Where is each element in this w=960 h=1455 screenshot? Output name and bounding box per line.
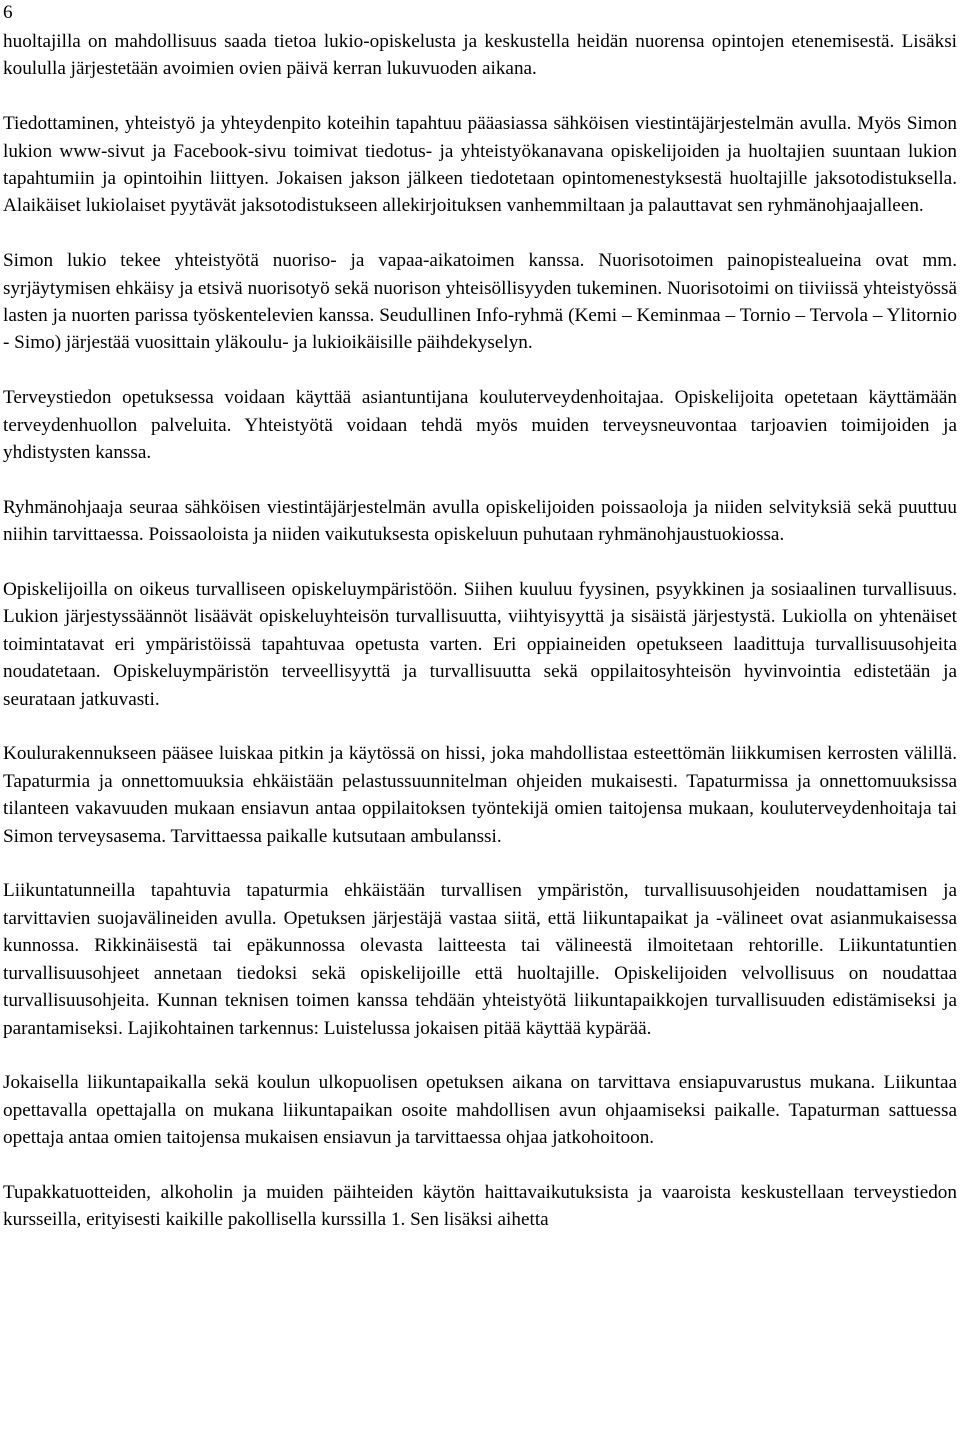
paragraph-sports-safety: Liikuntatunneilla tapahtuvia tapaturmia ehkäistään turvallisen ympäristön, turvallisuusohjeiden noudattamisen ja tarvittavien suojavälineiden avulla. Opetuksen järjestäjä vastaa siitä, että liikuntapaikat ja -välineet ovat asianmukaisessa kunnossa. Rikkinäisestä tai epäkunnossa olevasta laitteesta tai välineestä ilmoitetaan rehtorille. Liikuntatuntien turvallisuusohjeet annetaan tiedoksi sekä opiskelijoille että huoltajille. Opiskelijoiden velvollisuus on noudattaa turvallisuusohjeita. Kunnan teknisen toimen kanssa tehdään yhteistyötä liikuntapaikkojen turvallisuuden edistämiseksi ja parantamiseksi. Lajikohtainen tarkennus: Luistelussa jokaisen pitää käyttää kypärää. (3, 880, 957, 1039)
paragraph-first-aid: Jokaisella liikuntapaikalla sekä koulun ulkopuolisen opetuksen aikana on tarvittava ensiapuvarustus mukana. Liikuntaa opettavalla opettajalla on mukana liikuntapaikan osoite mahdollisen avun ohjaamiseksi paikalle. Tapaturman sattuessa opettaja antaa omien taitojensa mukaisen ensiavun ja tarvittaessa ohjaa jatkohoitoon. (3, 1072, 957, 1149)
paragraph-communication: Tiedottaminen, yhteistyö ja yhteydenpito koteihin tapahtuu pääasiassa sähköisen viestintäjärjestelmän avulla. Myös Simon lukion www-sivut ja Facebook-sivu toimivat tiedotus- ja yhteistyökanavana opiskelijoiden ja huoltajien suuntaan lukion tapahtumiin ja opintoihin liittyen. Jokaisen jakson jälkeen tiedotetaan opintomenestyksestä huoltajille jaksotodistuksella. Alaikäiset lukiolaiset pyytävät jaksotodistukseen allekirjoituksen vanhemmiltaan ja palauttavat sen ryhmänohjaajalleen. (3, 113, 957, 217)
body-text (3, 28, 957, 1261)
paragraph-youth-cooperation: Simon lukio tekee yhteistyötä nuoriso- ja vapaa-aikatoimen kanssa. Nuorisotoimen painopistealueina ovat mm. syrjäytymisen ehkäisy ja etsivä nuorisotyö sekä nuorison yhteisöllisyyden tukeminen. Nuorisotoimi on tiiviissä yhteistyössä lasten ja nuorten parissa työskentelevien kanssa. Seudullinen Info-ryhmä (Kemi – Keminmaa – Tornio – Tervola – Ylitornio - Simo) järjestää vuosittain yläkoulu- ja lukioikäisille päihdekyselyn. (3, 250, 957, 354)
paragraph-absences: Ryhmänohjaaja seuraa sähköisen viestintäjärjestelmän avulla opiskelijoiden poissaoloja ja niiden selvityksiä sekä puuttuu niihin tarvittaessa. Poissaoloista ja niiden vaikutuksesta opiskeluun puhutaan ryhmänohjaustuokiossa. (3, 496, 957, 546)
page-number: 6 (3, 2, 13, 23)
paragraph-guardians-info: huoltajilla on mahdollisuus saada tietoa lukio-opiskelusta ja keskustella heidän nuorensa opintojen etenemisestä. Lisäksi koululla järjestetään avoimien ovien päivä kerran lukuvuoden aikana. (3, 31, 957, 80)
paragraph-health-education: Terveystiedon opetuksessa voidaan käyttää asiantuntijana kouluterveydenhoitajaa. Opiskelijoita opetetaan käyttämään terveydenhuollon palveluita. Yhteistyötä voidaan tehdä myös muiden terveysneuvontaa tarjoavien toimijoiden ja yhdistysten kanssa. (3, 387, 957, 464)
paragraph-substances: Tupakkatuotteiden, alkoholin ja muiden päihteiden käytön haittavaikutuksista ja vaaroista keskustellaan terveystiedon kursseilla, erityisesti kaikille pakollisella kurssilla 1. Sen lisäksi aihetta (3, 1181, 957, 1231)
paragraph-safe-environment: Opiskelijoilla on oikeus turvalliseen opiskeluympäristöön. Siihen kuuluu fyysinen, psyykkinen ja sosiaalinen turvallisuus. Lukion järjestyssäännöt lisäävät opiskeluyhteisön turvallisuutta, viihtyisyyttä ja sisäistä järjestystä. Lukiolla on yhtenäiset toimintatavat eri ympäristöissä tapahtuvaa opetusta varten. Eri oppiaineiden opetukseen laadittuja turvallisuusohjeita noudatetaan. Opiskeluympäristön terveellisyyttä ja turvallisuutta sekä oppilaitosyhteisön hyvinvointia edistetään ja seurataan jatkuvasti. (3, 579, 957, 710)
paragraph-accessibility-accidents: Koulurakennukseen pääsee luiskaa pitkin ja käytössä on hissi, joka mahdollistaa esteettömän liikkumisen kerrosten välillä. Tapaturmia ja onnettomuuksia ehkäistään pelastussuunnitelman ohjeiden mukaisesti. Tapaturmissa ja onnettomuuksissa tilanteen vakavuuden mukaan ensiavun antaa oppilaitoksen työntekijä omien taitojensa mukaan, kouluterveydenhoitaja tai Simon terveysasema. Tarvittaessa paikalle kutsutaan ambulanssi. (3, 743, 957, 847)
